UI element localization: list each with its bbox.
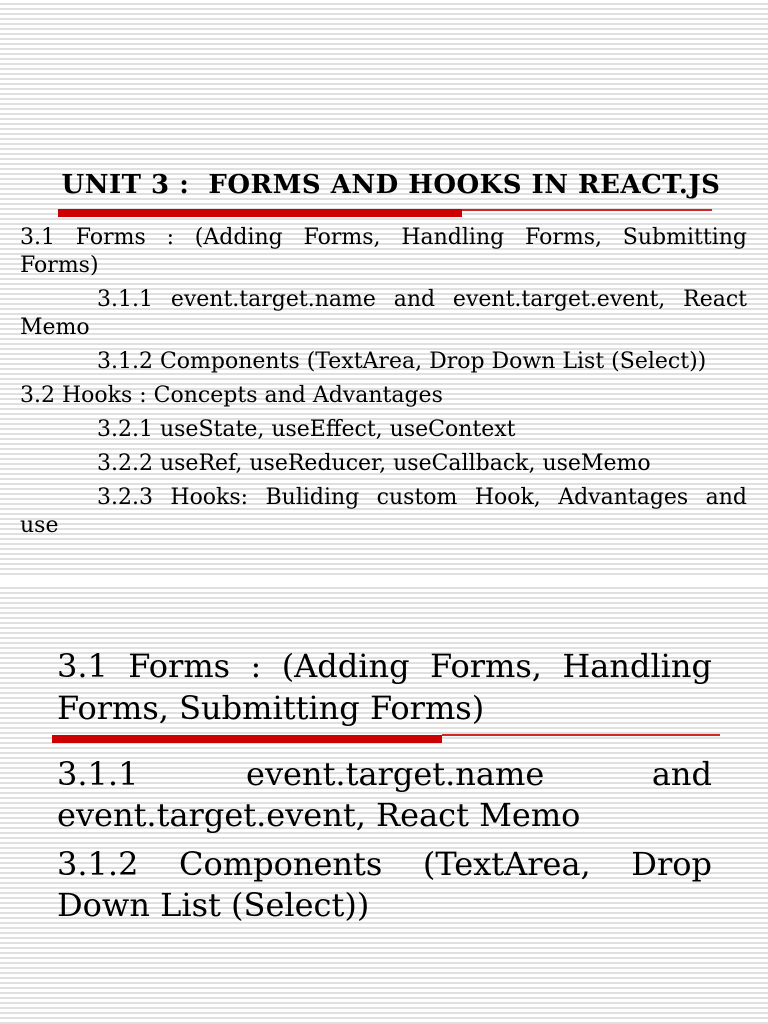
outline-line: use <box>20 513 59 538</box>
slide-2 <box>0 584 768 1024</box>
heading-line: 3.1 Forms : (Adding Forms, Handling <box>57 647 712 685</box>
outline-line: event.target.event, React Memo <box>57 796 581 834</box>
outline-subitem <box>20 286 747 342</box>
outline-subitem <box>57 844 712 926</box>
slide-heading <box>57 645 712 729</box>
outline-line: 3.1.2 Components (TextArea, Drop Down List (Select)) <box>97 349 707 374</box>
outline-item <box>20 382 747 410</box>
outline-list <box>57 754 712 926</box>
outline-subitem <box>20 484 747 540</box>
outline-list <box>20 224 747 540</box>
title-underline-bar <box>58 209 462 217</box>
outline-line: 3.1 Forms : (Adding Forms, Handling Forms, Submitting <box>20 225 747 250</box>
outline-subitem <box>57 754 712 836</box>
title-underline-rule <box>462 209 712 211</box>
outline-line: 3.2.2 useRef, useReducer, useCallback, useMemo <box>97 451 651 476</box>
outline-line: Down List (Select)) <box>57 886 370 924</box>
outline-line: Memo <box>20 315 90 340</box>
outline-line: 3.2.1 useState, useEffect, useContext <box>97 417 516 442</box>
heading-underline-rule <box>442 734 720 736</box>
outline-subitem <box>20 450 747 478</box>
outline-line: 3.2.3 Hooks: Buliding custom Hook, Advantages and <box>97 485 747 510</box>
slide-title: UNIT 3 : FORMS AND HOOKS IN REACT.JS <box>61 170 721 200</box>
heading-line: Forms, Submitting Forms) <box>57 689 485 727</box>
outline-line: 3.1.2 Components (TextArea, Drop <box>57 845 712 883</box>
outline-line: 3.1.1 event.target.name and <box>57 755 712 793</box>
outline-line: 3.1.1 event.target.name and event.target.event, React <box>97 287 747 312</box>
outline-subitem <box>20 348 747 376</box>
outline-line: Forms) <box>20 253 99 278</box>
outline-item <box>20 224 747 280</box>
outline-subitem <box>20 416 747 444</box>
heading-underline-bar <box>52 735 442 743</box>
outline-line: 3.2 Hooks : Concepts and Advantages <box>20 383 443 408</box>
